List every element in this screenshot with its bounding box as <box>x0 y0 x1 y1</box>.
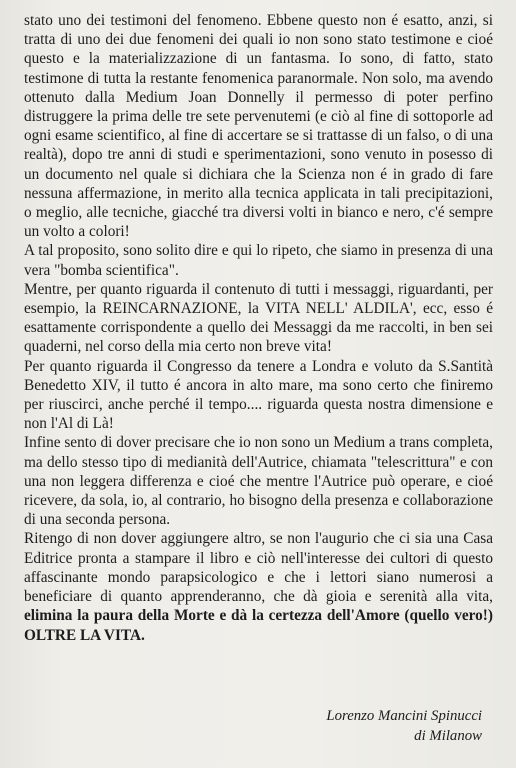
paragraph-4: Per quanto riguarda il Congresso da tenere a Londra e voluto da S.Santità Benedetto XIV, il tutto é ancora in alto mare, ma sono certo che finiremo per riuscirci, anche perché il tempo.... riguarda questa nostra dimensione e non l'Al di Là! <box>24 357 493 433</box>
paragraph-3: Mentre, per quanto riguarda il contenuto di tutti i messaggi, riguardanti, per esempio, la REINCARNAZIONE, la VITA NELL' ALDILA', ecc, esso é esattamente corrispondente a quello dei Messaggi da me raccolti, in ben sei quaderni, nel corso della mia certo non breve vita! <box>24 280 493 356</box>
body-text <box>24 11 493 645</box>
signature-name: Lorenzo Mancini Spinucci <box>326 708 482 724</box>
signature-place: di Milanow <box>414 728 482 744</box>
paragraph-2: A tal proposito, sono solito dire e qui lo ripeto, che siamo in presenza di una vera "bomba scientifica". <box>24 242 493 279</box>
paragraph-6-text: Ritengo di non dover aggiungere altro, se non l'augurio che ci sia una Casa Editrice pronta a stampare il libro e ciò nell'interesse dei cultori di questo affascinante mondo parapsicologico e che i lettori siano numerosi a beneficiare di quanto apprenderanno, che dà gioia e serenità alla vita, <box>24 530 493 606</box>
paragraph-1: stato uno dei testimoni del fenomeno. Ebbene questo non é esatto, anzi, si tratta di uno dei due fenomeni dei quali io non sono stato testimone e cioé questo e la materializzazione di un fantasma. Io sono, di fatto, stato testimone di tutta la restante fenomenica paranormale. Non solo, ma avendo ottenuto dalla Medium Joan Donnelly il permesso di poter perfino distruggere la prima delle tre sete pervenutemi (e ciò al fine di sottoporle ad ogni esame scientifico, al fine di accertare se si trattasse di un falso, o di una realtà), dopo tre anni di studi e sperimentazioni, sono venuto in posesso di un documento nel quale si dichiara che la Scienza non é in grado di fare nessuna affermazione, in merito alla tecnica applicata in tali precipitazioni, o meglio, alle tecniche, giacché tra diversi volti in bianco e nero, c'é sempre un volto a colori! <box>24 12 493 241</box>
paragraph-6-emphasis: elimina la paura della Morte e dà la certezza dell'Amore (quello vero!) OLTRE LA VITA. <box>24 607 493 644</box>
paragraph-6 <box>24 529 493 644</box>
signature <box>326 706 482 746</box>
paragraph-5: Infine sento di dover precisare che io non sono un Medium a trans completa, ma dello stesso tipo di medianità dell'Autrice, chiamata "telescrittura" e con una non leggera differenza e cioé che mentre l'Autrice può operare, e cioé ricevere, da sola, io, al contrario, ho bisogno della presenza e collaborazione di una seconda persona. <box>24 434 493 529</box>
